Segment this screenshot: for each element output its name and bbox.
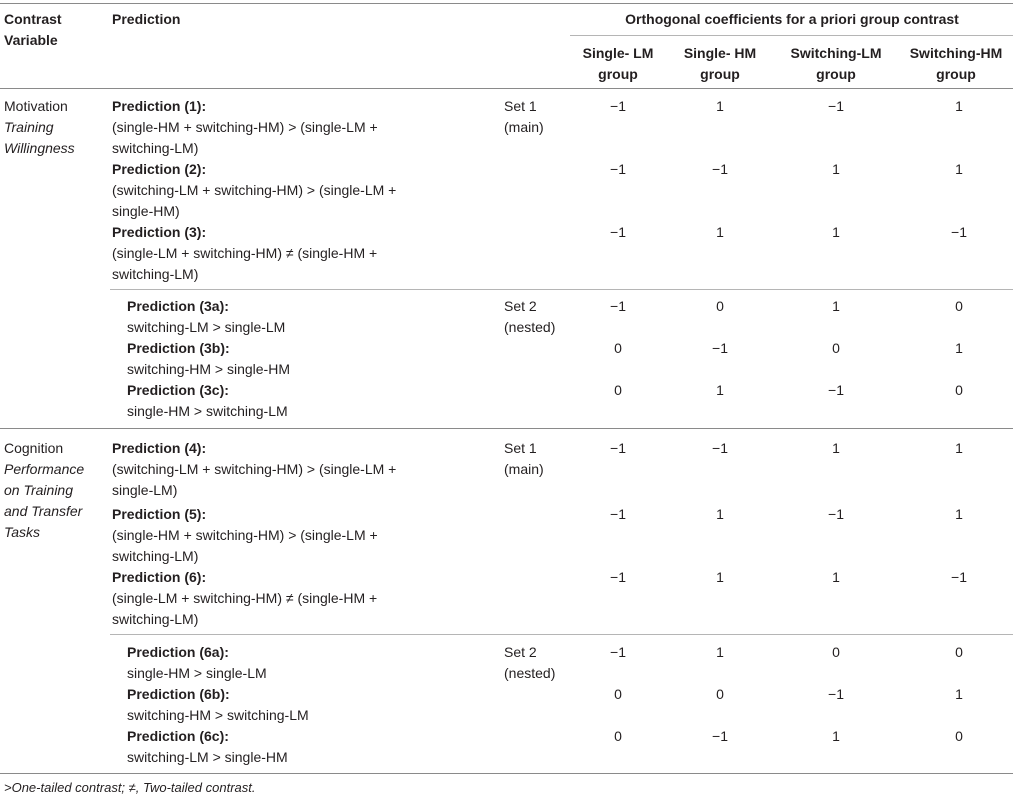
header-group-single-lm: Single- LM group bbox=[582, 45, 654, 82]
set-label: Set 1 (main) bbox=[504, 98, 544, 135]
prediction-6c: Prediction (6c): switching-LM > single-HM bbox=[127, 728, 288, 765]
prediction-2: Prediction (2): (switching-LM + switching-HM) > (single-LM + single-HM) bbox=[112, 161, 397, 219]
prediction-6a: Prediction (6a): single-HM > single-LM bbox=[127, 644, 267, 681]
coef-cell: 0 bbox=[955, 644, 963, 660]
header-contrast-variable: Contrast Variable bbox=[4, 11, 62, 48]
coef-cell: −1 bbox=[828, 686, 844, 702]
variable-motivation: Motivation Training Willingness bbox=[4, 98, 75, 156]
coef-cell: −1 bbox=[828, 382, 844, 398]
coef-cell: 1 bbox=[955, 686, 963, 702]
coef-cell: −1 bbox=[712, 340, 728, 356]
coef-cell: −1 bbox=[951, 224, 967, 240]
coef-cell: 0 bbox=[614, 728, 622, 744]
prediction-6: Prediction (6): (single-LM + switching-HM) ≠ (single-HM + switching-LM) bbox=[112, 569, 378, 627]
header-group-switching-hm: Switching-HM group bbox=[909, 45, 1003, 82]
coef-title-rule bbox=[570, 35, 1013, 36]
coef-cell: 1 bbox=[716, 506, 724, 522]
coef-cell: 0 bbox=[716, 298, 724, 314]
coef-cell: 0 bbox=[716, 686, 724, 702]
coef-cell: 1 bbox=[716, 224, 724, 240]
prediction-3: Prediction (3): (single-LM + switching-HM) ≠ (single-HM + switching-LM) bbox=[112, 224, 378, 282]
coef-cell: 1 bbox=[955, 98, 963, 114]
coef-cell: 1 bbox=[716, 382, 724, 398]
coef-cell: 1 bbox=[716, 644, 724, 660]
coef-cell: 1 bbox=[716, 98, 724, 114]
coef-cell: −1 bbox=[951, 569, 967, 585]
coef-cell: 1 bbox=[955, 506, 963, 522]
variable-cognition: Cognition Performance on Training and Transfer Tasks bbox=[4, 440, 85, 540]
prediction-6b: Prediction (6b): switching-HM > switching-LM bbox=[127, 686, 309, 723]
coef-cell: −1 bbox=[610, 644, 626, 660]
coef-cell: −1 bbox=[712, 440, 728, 456]
coef-cell: 1 bbox=[832, 440, 840, 456]
bottom-rule bbox=[0, 773, 1013, 774]
coef-cell: −1 bbox=[828, 98, 844, 114]
coef-cell: −1 bbox=[610, 224, 626, 240]
set-label: Set 2 (nested) bbox=[504, 298, 556, 335]
coef-cell: 0 bbox=[614, 340, 622, 356]
coef-cell: −1 bbox=[610, 569, 626, 585]
coef-cell: 1 bbox=[832, 728, 840, 744]
header-prediction: Prediction bbox=[112, 11, 181, 27]
coef-cell: 1 bbox=[832, 161, 840, 177]
coef-cell: 0 bbox=[955, 728, 963, 744]
prediction-3c: Prediction (3c): single-HM > switching-LM bbox=[127, 382, 288, 419]
coef-cell: −1 bbox=[610, 506, 626, 522]
prediction-4: Prediction (4): (switching-LM + switching-HM) > (single-LM + single-LM) bbox=[112, 440, 397, 498]
coef-cell: 0 bbox=[832, 340, 840, 356]
coef-cell: 1 bbox=[832, 224, 840, 240]
coef-cell: −1 bbox=[610, 161, 626, 177]
coef-cell: −1 bbox=[610, 298, 626, 314]
table-footnote: >One-tailed contrast; ≠, Two-tailed contrast. bbox=[4, 780, 256, 795]
coef-cell: 1 bbox=[832, 569, 840, 585]
coef-cell: 1 bbox=[716, 569, 724, 585]
coef-cell: 0 bbox=[955, 382, 963, 398]
header-bottom-rule bbox=[0, 88, 1013, 89]
set-label: Set 2 (nested) bbox=[504, 644, 556, 681]
coef-cell: 1 bbox=[832, 298, 840, 314]
coef-cell: 0 bbox=[955, 298, 963, 314]
prediction-3b: Prediction (3b): switching-HM > single-HM bbox=[127, 340, 290, 377]
prediction-1: Prediction (1): (single-HM + switching-HM) > (single-LM + switching-LM) bbox=[112, 98, 378, 156]
coef-cell: 1 bbox=[955, 340, 963, 356]
coef-cell: −1 bbox=[610, 440, 626, 456]
coef-cell: 1 bbox=[955, 161, 963, 177]
coef-cell: 0 bbox=[614, 382, 622, 398]
coef-cell: 1 bbox=[955, 440, 963, 456]
cognition-set-divider bbox=[110, 634, 1013, 635]
motivation-set-divider bbox=[110, 289, 1013, 290]
section-divider bbox=[0, 428, 1013, 429]
header-group-switching-lm: Switching-LM group bbox=[790, 45, 882, 82]
coef-cell: −1 bbox=[610, 98, 626, 114]
coef-cell: 0 bbox=[614, 686, 622, 702]
coef-cell: −1 bbox=[828, 506, 844, 522]
top-rule bbox=[0, 3, 1013, 4]
prediction-3a: Prediction (3a): switching-LM > single-LM bbox=[127, 298, 286, 335]
header-group-single-hm: Single- HM group bbox=[683, 45, 757, 82]
header-coefficients-title: Orthogonal coefficients for a priori group contrast bbox=[625, 11, 959, 27]
coef-cell: −1 bbox=[712, 728, 728, 744]
set-label: Set 1 (main) bbox=[504, 440, 544, 477]
coef-cell: 0 bbox=[832, 644, 840, 660]
prediction-5: Prediction (5): (single-HM + switching-HM) > (single-LM + switching-LM) bbox=[112, 506, 378, 564]
coef-cell: −1 bbox=[712, 161, 728, 177]
